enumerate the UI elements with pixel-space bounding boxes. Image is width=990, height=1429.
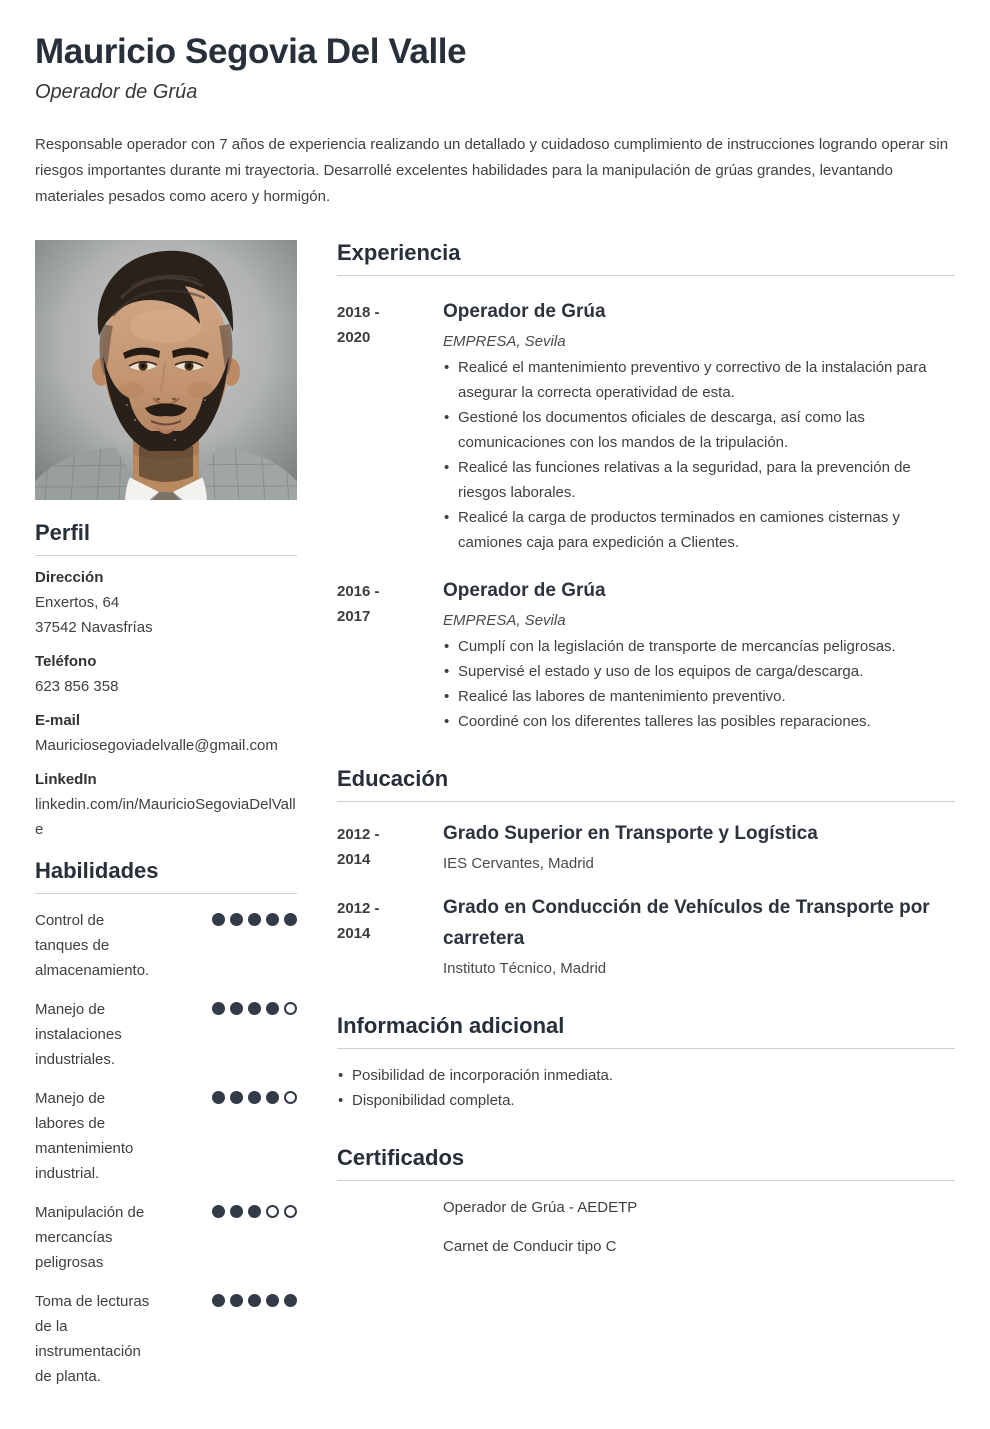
skill-row xyxy=(35,1200,297,1275)
profile-section xyxy=(35,520,297,842)
skill-dot-filled xyxy=(230,1294,243,1307)
skill-dot-filled xyxy=(212,1002,225,1015)
entry-dates: 2012 - 2014 xyxy=(337,900,380,942)
skill-dot-empty xyxy=(284,1002,297,1015)
skill-dot-filled xyxy=(266,1091,279,1104)
skill-dot-filled xyxy=(212,913,225,926)
additional-info-section xyxy=(337,1013,955,1113)
field-value: Mauriciosegoviadelvalle@gmail.com xyxy=(35,737,278,754)
certificates-section xyxy=(337,1145,955,1259)
person-name: Mauricio Segovia Del Valle xyxy=(35,32,467,71)
skill-label: Manejo de labores de mantenimiento industrial. xyxy=(35,1090,134,1182)
skill-dot-filled xyxy=(248,1294,261,1307)
skill-dot-filled xyxy=(248,1002,261,1015)
entry-bullets xyxy=(443,634,955,734)
bullet-item: • Gestioné los documentos oficiales de descarga, así como las comunicaciones con los mandos de la tripulación. xyxy=(443,405,955,455)
section-heading-experiencia: Experiencia xyxy=(337,240,955,276)
skill-dot-filled xyxy=(266,1002,279,1015)
header xyxy=(35,33,955,210)
bullet-item: • Posibilidad de incorporación inmediata. xyxy=(337,1063,955,1088)
skill-rating xyxy=(212,1289,297,1389)
entry-title: Grado Superior en Transporte y Logística xyxy=(443,823,818,844)
bullet-item: • Realicé las funciones relativas a la seguridad, para la prevención de riesgos laborales. xyxy=(443,455,955,505)
skill-rating xyxy=(212,1200,297,1275)
section-heading-educacion: Educación xyxy=(337,766,955,802)
entry-title: Operador de Grúa xyxy=(443,301,606,322)
entry-company: EMPRESA, Sevila xyxy=(443,333,566,350)
profile-summary: Responsable operador con 7 años de experiencia realizando un detallado y cuidadoso cumplimiento de instrucciones logrando operar sin riesgos importantes durante mi trayectoria. Desarrollé excelentes habilidades para la manipulación de grúas grandes, levantando materiales pesados como acero y hormigón. xyxy=(35,136,949,205)
field-value: 623 856 358 xyxy=(35,678,119,695)
skill-row xyxy=(35,1289,297,1389)
skill-dot-filled xyxy=(248,913,261,926)
skill-dot-filled xyxy=(284,913,297,926)
bullet-item: • Realicé las labores de mantenimiento preventivo. xyxy=(443,684,955,709)
skill-dot-filled xyxy=(212,1294,225,1307)
bullet-item: • Coordiné con los diferentes talleres las posibles reparaciones. xyxy=(443,709,955,734)
skill-rating xyxy=(212,1086,297,1186)
content-columns xyxy=(35,240,955,1389)
skill-dot-filled xyxy=(248,1091,261,1104)
education-section xyxy=(337,766,955,981)
person-job-title: Operador de Grúa xyxy=(35,81,198,103)
bullet-item: • Cumplí con la legislación de transporte de mercancías peligrosas. xyxy=(443,634,955,659)
entry-body xyxy=(443,575,955,734)
section-heading-certificados: Certificados xyxy=(337,1145,955,1181)
entry-bullets xyxy=(443,355,955,555)
entry-body xyxy=(443,818,955,876)
profile-photo xyxy=(35,240,297,500)
skill-dot-filled xyxy=(212,1205,225,1218)
section-heading-habilidades: Habilidades xyxy=(35,858,297,894)
skill-dot-filled xyxy=(284,1294,297,1307)
field-label: E-mail xyxy=(35,712,81,729)
certificate-item: Operador de Grúa - AEDETP xyxy=(443,1199,638,1216)
field-label: LinkedIn xyxy=(35,771,97,788)
skill-label: Toma de lecturas de la instrumentación de planta. xyxy=(35,1293,150,1385)
field-value: linkedin.com/in/MauricioSegoviaDelValle xyxy=(35,796,296,838)
entry-dates: 2016 - 2017 xyxy=(337,583,380,625)
entry-dates: 2018 - 2020 xyxy=(337,304,380,346)
entry-school: Instituto Técnico, Madrid xyxy=(443,960,607,977)
skill-row xyxy=(35,908,297,983)
entry-school: IES Cervantes, Madrid xyxy=(443,855,594,872)
skill-label: Manipulación de mercancías peligrosas xyxy=(35,1204,145,1271)
skill-dot-filled xyxy=(212,1091,225,1104)
skill-label: Manejo de instalaciones industriales. xyxy=(35,1001,122,1068)
additional-bullets xyxy=(337,1063,955,1113)
experience-entry xyxy=(337,296,955,555)
field-value: 37542 Navasfrías xyxy=(35,619,153,636)
skills-section xyxy=(35,858,297,1389)
main-column xyxy=(337,240,955,1389)
section-heading-perfil: Perfil xyxy=(35,520,297,556)
profile-field-telefono xyxy=(35,649,297,699)
field-value: Enxertos, 64 xyxy=(35,594,120,611)
field-label: Teléfono xyxy=(35,653,97,670)
bullet-item: • Supervisé el estado y uso de los equipos de carga/descarga. xyxy=(443,659,955,684)
entry-dates: 2012 - 2014 xyxy=(337,826,380,868)
education-entry xyxy=(337,818,955,876)
profile-field-email xyxy=(35,708,297,758)
skill-label: Control de tanques de almacenamiento. xyxy=(35,912,150,979)
education-entry xyxy=(337,892,955,981)
skill-dot-filled xyxy=(230,1091,243,1104)
skill-dot-filled xyxy=(266,913,279,926)
skill-dot-filled xyxy=(248,1205,261,1218)
bullet-item: • Realicé la carga de productos terminados en camiones cisternas y camiones caja para expedición a Clientes. xyxy=(443,505,955,555)
skill-dot-empty xyxy=(284,1091,297,1104)
skill-dot-filled xyxy=(230,1002,243,1015)
entry-title: Grado en Conducción de Vehículos de Transporte por carretera xyxy=(443,897,930,949)
skill-dot-empty xyxy=(266,1205,279,1218)
bullet-item: • Realicé el mantenimiento preventivo y correctivo de la instalación para asegurar la correcta operatividad de esta. xyxy=(443,355,955,405)
profile-field-linkedin xyxy=(35,767,297,842)
skill-dot-filled xyxy=(230,913,243,926)
skill-rating xyxy=(212,908,297,983)
skill-dot-empty xyxy=(284,1205,297,1218)
experience-section xyxy=(337,240,955,734)
skill-dot-filled xyxy=(266,1294,279,1307)
entry-body xyxy=(443,892,955,981)
experience-entry xyxy=(337,575,955,734)
profile-field-direccion xyxy=(35,565,297,640)
skill-row xyxy=(35,1086,297,1186)
certificate-item: Carnet de Conducir tipo C xyxy=(443,1238,617,1255)
entry-body xyxy=(443,296,955,555)
skill-dot-filled xyxy=(230,1205,243,1218)
portrait-illustration xyxy=(35,240,297,500)
field-label: Dirección xyxy=(35,569,104,586)
entry-title: Operador de Grúa xyxy=(443,580,606,601)
bullet-item: • Disponibilidad completa. xyxy=(337,1088,955,1113)
entry-company: EMPRESA, Sevila xyxy=(443,612,566,629)
skill-row xyxy=(35,997,297,1072)
sidebar xyxy=(35,240,297,1389)
section-heading-informacion-adicional: Información adicional xyxy=(337,1013,955,1049)
skill-rating xyxy=(212,997,297,1072)
